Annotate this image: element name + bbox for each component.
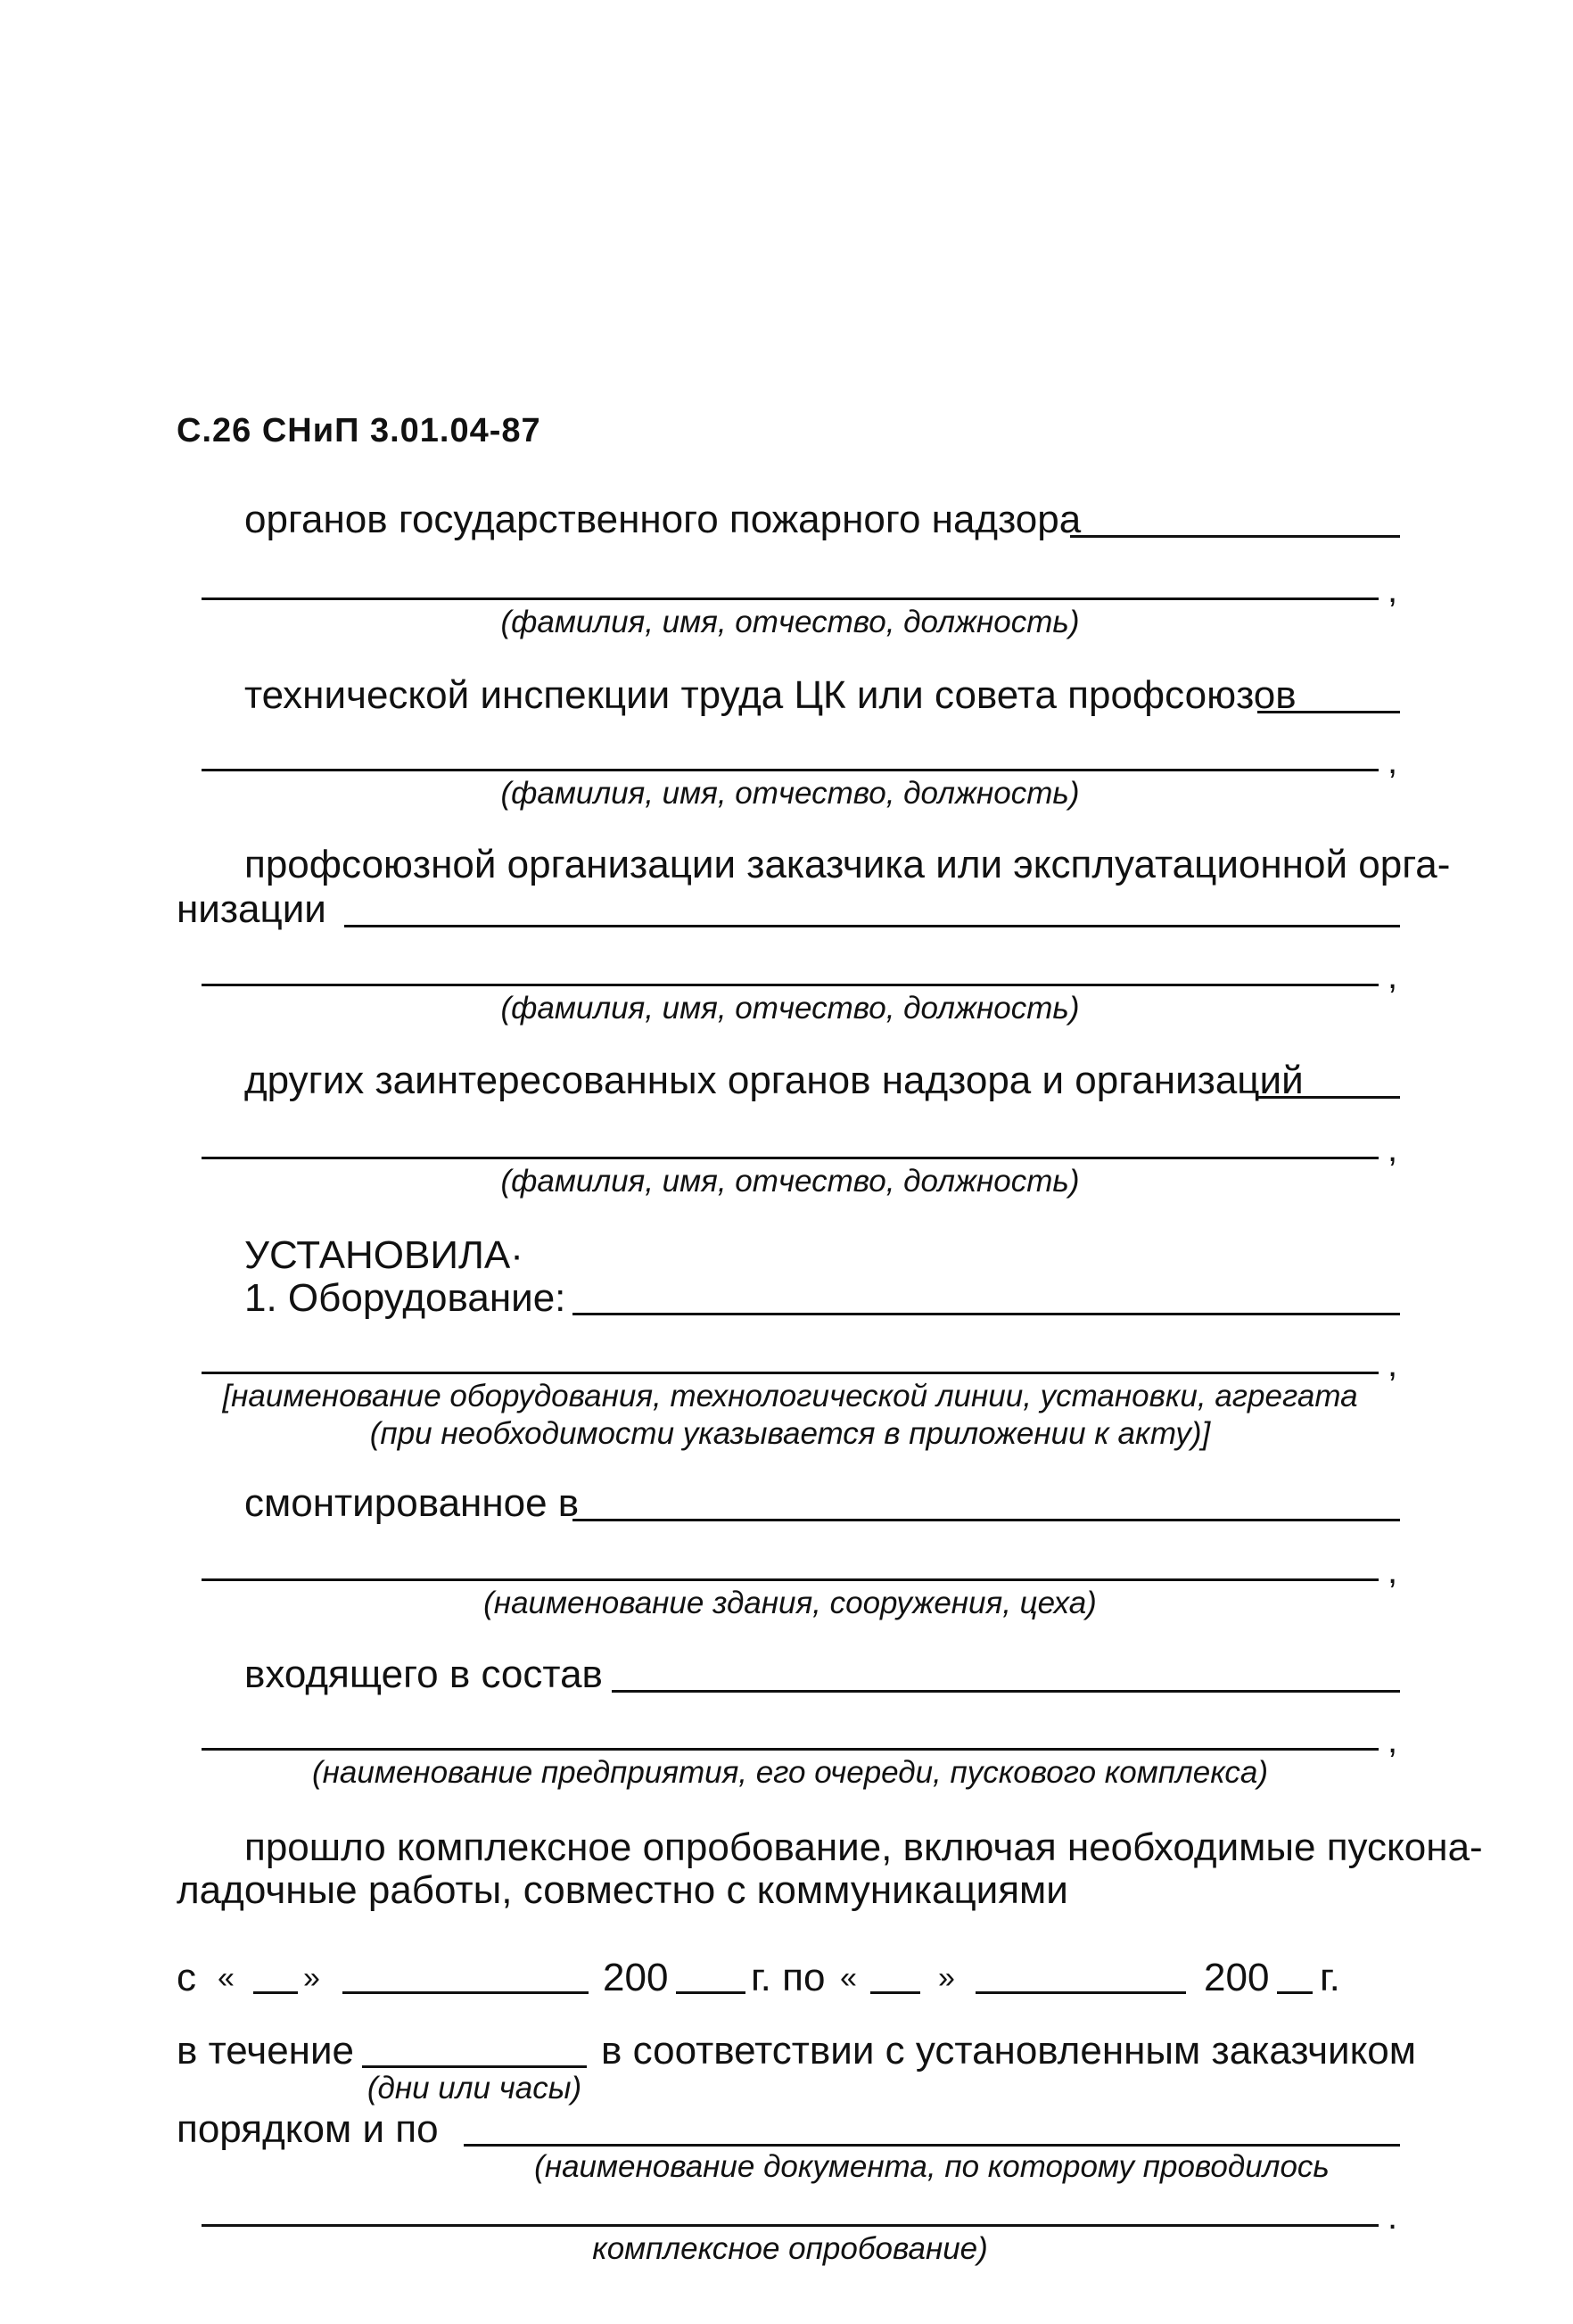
to-month-field[interactable] <box>976 1991 1186 1994</box>
document-caption-line2: комплексное опробование) <box>592 2231 988 2266</box>
fire-name-field-line[interactable] <box>1070 535 1400 538</box>
comma: , <box>1388 1552 1398 1591</box>
labor-inspection-label: технической инспекции труда ЦК или совета профсоюзов <box>244 673 1297 717</box>
to-year-prefix: 200 <box>1204 1956 1270 1999</box>
document-field-line-2[interactable] <box>202 2224 1379 2227</box>
from-day-field[interactable] <box>253 1991 298 1994</box>
passed-text-line2: ладочные работы, совместно с коммуникациями <box>177 1868 1068 1912</box>
fire-name-field-line-2[interactable] <box>202 597 1379 600</box>
comma: , <box>1388 1721 1398 1760</box>
other-name-field-line[interactable] <box>1257 1096 1400 1099</box>
union-name-field-line-2[interactable] <box>202 984 1379 986</box>
equipment-field-line[interactable] <box>572 1313 1400 1315</box>
according-text: в соответствии с установленным заказчиком <box>601 2029 1417 2073</box>
from-month-field[interactable] <box>342 1991 589 1994</box>
union-label-line2: низации <box>177 887 326 931</box>
to-year-suffix: г. <box>1320 1956 1340 1999</box>
open-quote: « <box>218 1961 235 1995</box>
union-label-line1: профсоюзной организации заказчика или эксплуатационной орга- <box>244 843 1451 886</box>
part-of-field-line-2[interactable] <box>202 1748 1379 1751</box>
order-label: порядком и по <box>177 2107 439 2151</box>
part-of-caption: (наименование предприятия, его очереди, пускового комплекса) <box>312 1755 1268 1790</box>
to-prefix: г. по <box>751 1956 826 1999</box>
union-name-field-line[interactable] <box>344 925 1400 927</box>
from-year-prefix: 200 <box>603 1956 669 1999</box>
close-quote: » <box>303 1961 320 1995</box>
equipment-field-line-2[interactable] <box>202 1372 1379 1374</box>
comma: , <box>1388 571 1398 610</box>
fire-caption: (фамилия, имя, отчество, должность) <box>500 605 1080 639</box>
equipment-caption-line2: (при необходимости указывается в приложении к акту)] <box>369 1416 1211 1451</box>
established-heading: УСТАНОВИЛА· <box>244 1233 523 1277</box>
other-orgs-label: других заинтересованных органов надзора и организаций <box>244 1059 1304 1102</box>
document-field[interactable] <box>464 2144 1400 2147</box>
to-year-field[interactable] <box>1277 1991 1313 1994</box>
passed-text-line1: прошло комплексное опробование, включая необходимые пускона- <box>244 1825 1483 1869</box>
part-of-label: входящего в состав <box>244 1652 603 1696</box>
period: . <box>1388 2197 1398 2237</box>
from-prefix: с <box>177 1956 196 1999</box>
comma: , <box>1388 1130 1398 1169</box>
duration-field[interactable] <box>362 2065 587 2068</box>
fire-supervision-label: органов государственного пожарного надзора <box>244 498 1082 541</box>
labor-caption: (фамилия, имя, отчество, должность) <box>500 776 1080 811</box>
days-caption: (дни или часы) <box>366 2071 582 2106</box>
labor-name-field-line[interactable] <box>1257 711 1400 713</box>
equipment-caption-line1: [наименование оборудования, технологической линии, установки, агрегата <box>222 1379 1358 1413</box>
close-quote-2: » <box>938 1961 955 1995</box>
mounted-field-line-2[interactable] <box>202 1578 1379 1581</box>
to-day-field[interactable] <box>870 1991 920 1994</box>
open-quote-2: « <box>840 1961 857 1995</box>
mounted-field-line[interactable] <box>572 1519 1400 1521</box>
comma: , <box>1388 957 1398 996</box>
mounted-label: смонтированное в <box>244 1481 580 1525</box>
comma: , <box>1388 742 1398 781</box>
part-of-field-line[interactable] <box>612 1690 1400 1693</box>
other-name-field-line-2[interactable] <box>202 1157 1379 1159</box>
other-caption: (фамилия, имя, отчество, должность) <box>500 1164 1080 1199</box>
comma: , <box>1388 1345 1398 1384</box>
document-caption-line1: (наименование документа, по которому проводилось <box>534 2149 1330 2184</box>
mounted-caption: (наименование здания, сооружения, цеха) <box>483 1586 1097 1620</box>
equipment-label: 1. Оборудование: <box>244 1276 566 1320</box>
labor-name-field-line-2[interactable] <box>202 769 1379 771</box>
from-year-field[interactable] <box>676 1991 745 1994</box>
union-caption: (фамилия, имя, отчество, должность) <box>500 991 1080 1026</box>
during-label: в течение <box>177 2029 355 2073</box>
page-header: С.26 СНиП 3.01.04-87 <box>177 412 541 449</box>
